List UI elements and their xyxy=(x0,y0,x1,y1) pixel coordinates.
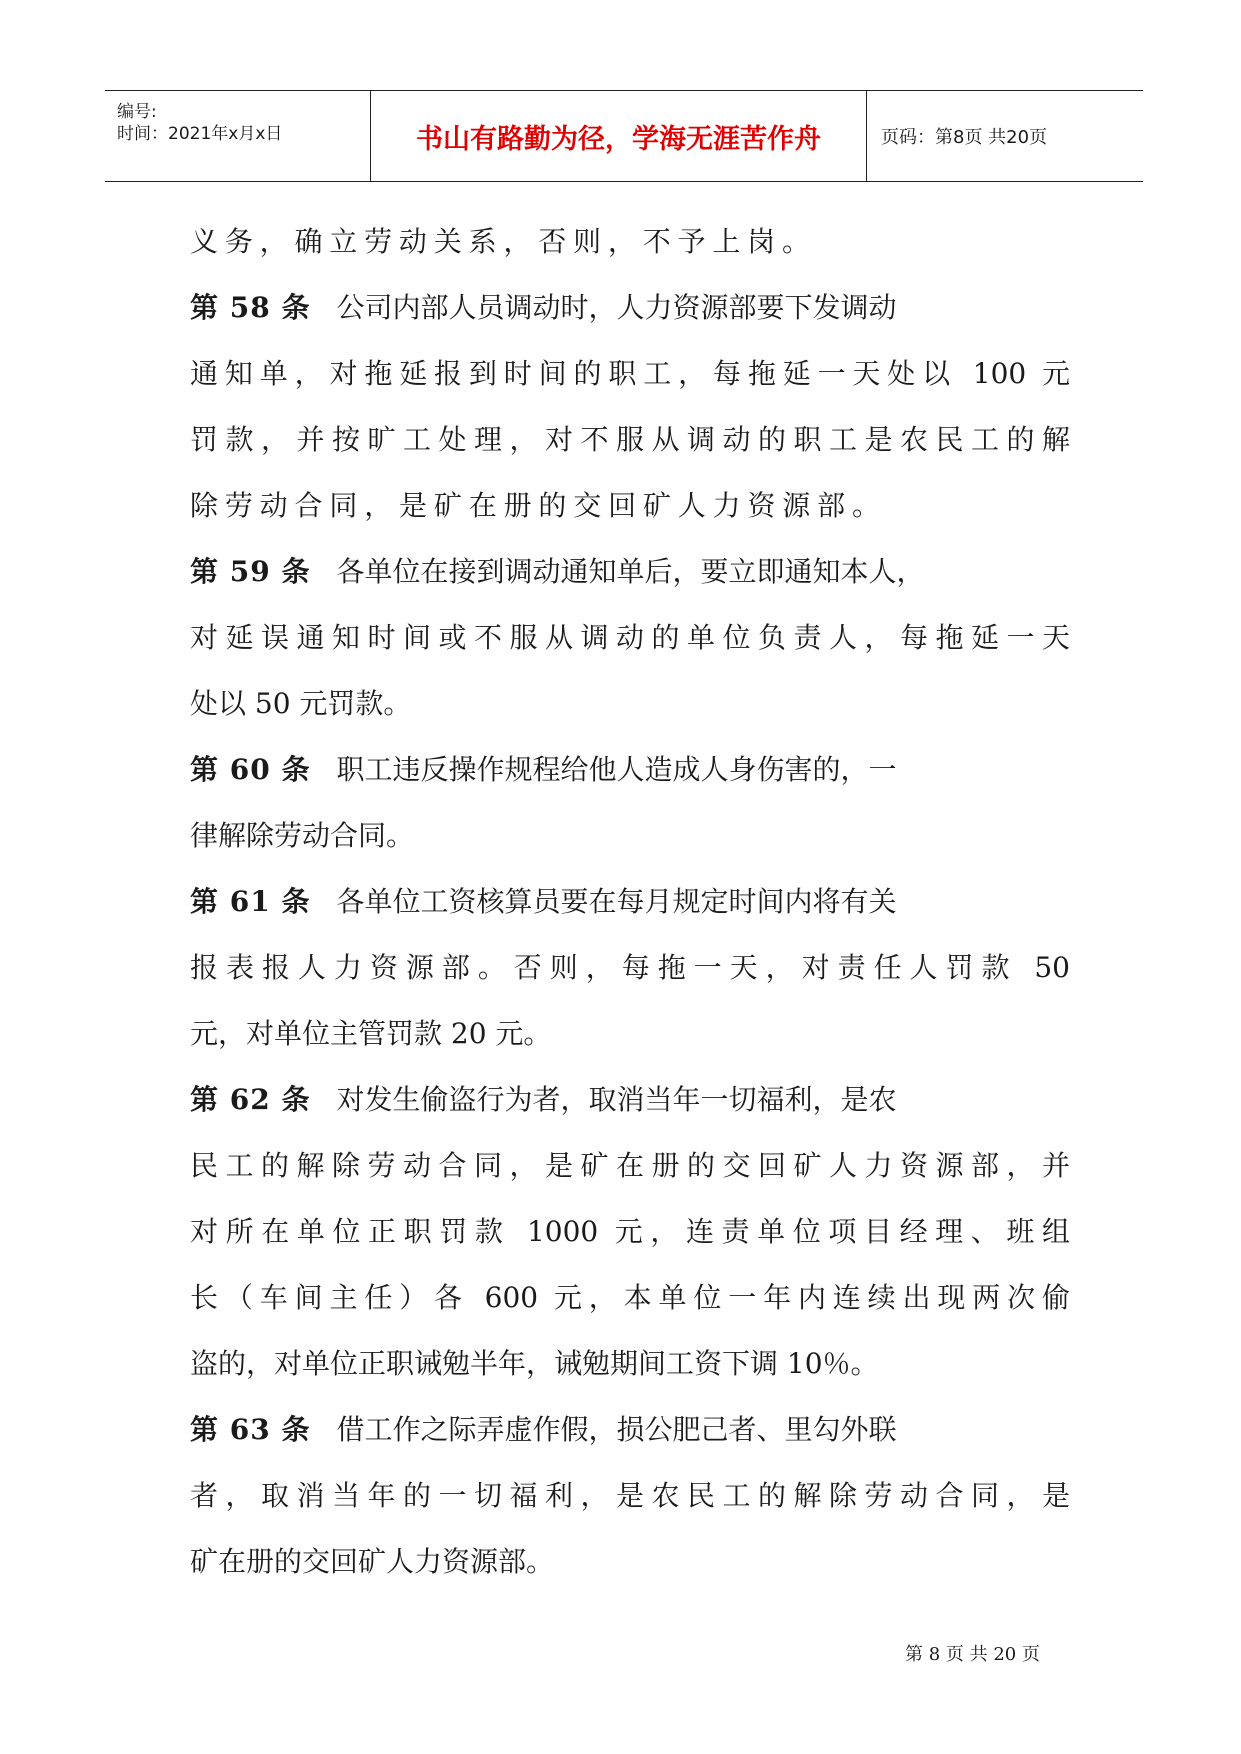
article-text: 各单位在接到调动通知单后，要立即通知本人， xyxy=(336,555,925,588)
article-number: 第 59 条 xyxy=(190,555,311,588)
body-line: 矿在册的交回矿人力资源部。 xyxy=(190,1545,555,1578)
article-text: 各单位工资核算员要在每月规定时间内将有关 xyxy=(336,885,897,918)
body-line: 元，对单位主管罚款 20 元。 xyxy=(190,1017,552,1050)
code-label: 编号: xyxy=(117,102,157,122)
body-line: 长（车间主任）各 600 元，本单位一年内连续出现两次偷 xyxy=(190,1281,1070,1314)
article-59 xyxy=(190,552,1070,592)
page-header xyxy=(105,90,1143,182)
body-line: 者，取消当年的一切福利，是农民工的解除劳动合同，是 xyxy=(190,1479,1070,1512)
article-61 xyxy=(190,882,1070,922)
article-63 xyxy=(190,1410,1070,1450)
article-text: 对发生偷盗行为者，取消当年一切福利，是农 xyxy=(336,1083,897,1116)
article-number: 第 60 条 xyxy=(190,753,311,786)
article-58 xyxy=(190,288,1070,328)
body-line: 义务，确立劳动关系，否则，不予上岗。 xyxy=(190,225,810,258)
body-line: 对延误通知时间或不服从调动的单位负责人，每拖延一天 xyxy=(190,621,1070,654)
body-line: 民工的解除劳动合同，是矿在册的交回矿人力资源部，并 xyxy=(190,1149,1070,1182)
article-number: 第 62 条 xyxy=(190,1083,311,1116)
header-motto-cell xyxy=(370,91,867,181)
header-page-info xyxy=(867,91,1143,181)
body-line: 罚款，并按旷工处理，对不服从调动的职工是农民工的解 xyxy=(190,423,1070,456)
page-footer: 第 8 页 共 20 页 xyxy=(905,1644,1040,1665)
body-line: 除劳动合同，是矿在册的交回矿人力资源部。 xyxy=(190,489,880,522)
time-label: 时间：2021年x月x日 xyxy=(117,124,283,144)
article-62 xyxy=(190,1080,1070,1120)
body-line: 报表报人力资源部。否则，每拖一天，对责任人罚款 50 xyxy=(190,951,1070,984)
article-text: 公司内部人员调动时，人力资源部要下发调动 xyxy=(336,291,897,324)
body-line: 处以 50 元罚款。 xyxy=(190,687,412,720)
article-60 xyxy=(190,750,1070,790)
body-line: 盗的，对单位正职诫勉半年，诫勉期间工资下调 10％。 xyxy=(190,1347,879,1380)
article-number: 第 63 条 xyxy=(190,1413,311,1446)
motto-text: 书山有路勤为径，学海无涯苦作舟 xyxy=(416,123,821,155)
article-text: 借工作之际弄虚作假，损公肥己者、里勾外联 xyxy=(336,1413,897,1446)
article-text: 职工违反操作规程给他人造成人身伤害的，一 xyxy=(336,753,897,786)
header-meta xyxy=(105,91,370,181)
page-info-text: 页码：第8页 共20页 xyxy=(881,127,1048,148)
body-line: 通知单，对拖延报到时间的职工，每拖延一天处以 100 元 xyxy=(190,357,1070,390)
article-number: 第 58 条 xyxy=(190,291,311,324)
article-number: 第 61 条 xyxy=(190,885,311,918)
body-line: 律解除劳动合同。 xyxy=(190,819,415,852)
body-line: 对所在单位正职罚款 1000 元，连责单位项目经理、班组 xyxy=(190,1215,1070,1248)
